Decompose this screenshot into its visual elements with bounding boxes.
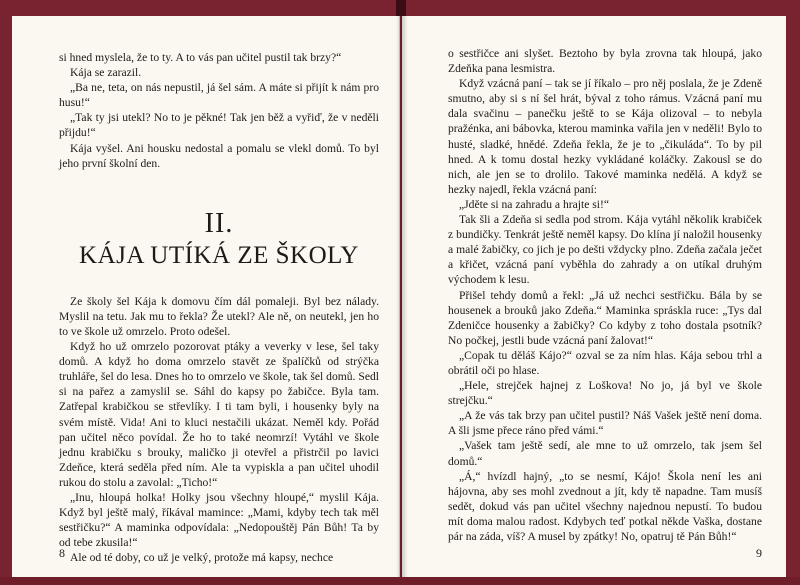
paragraph: Přišel tehdy domů a řekl: „Já už nechci sestřičku. Bála by se housenek a brouků jako Zdeňa.“ Maminka spráskla ruce: „Tys dal Zdeničce housenky a žabičky? Co kdyby z toho dostala psotník? No počkej, jestli bude vzácná paní žalovat!“ [448,288,762,347]
page-number-right: 9 [756,546,762,560]
left-page-intro-text [59,50,379,171]
paragraph: „Ba ne, teta, on nás nepustil, já šel sám. A máte si přijít k nám pro husu!“ [59,81,379,110]
paragraph: Kája se zarazil. [70,66,142,80]
paragraph: „Inu, hloupá holka! Holky jsou všechny hloupé,“ myslil Kája. Když byl ještě malý, říkával mamince: „Mami, kdyby tech tak měl sestřičku?“ A maminka odpovídala: „Nedopouštěj Pán Bůh! Ta by od tebe zkusila!“ [59,490,379,550]
paragraph: Když ho už omrzelo pozorovat ptáky a veverky v lese, šel taky domů. A když ho doma omrzelo stavět ze špalíčků od strýčka truhláře, šel do lesa. Dnes ho to omrzelo ve škole, tak šel domů. Sedl si na pařez a zamyslil se. Sáhl do kapsy po žabičce. Byla tam. Zatřepal krabičkou se střevlíky. I ti tam byli, i housenky byly na svém místě. Vida! Ani to kluci nestačili ukázat. Neměl kdy. Pořád pan učitel něco povídal. Že ho to také neomrzí! Vytáhl ve škole jednu krabičku s brouky, maličko ji otevřel a přistrčil po lavici Zdeňce, která seděla před ním. Ale ta vypiskla a pan učitel uhodil rukou do stolu a zavolal: „Ticho!“ [59,340,379,489]
paragraph: „Jděte si na zahradu a hrajte si!“ [459,197,609,211]
book-gutter-shadow [396,16,408,577]
paragraph: „Vašek tam ještě sedí, ale mne to už omrzelo, tak jsem šel domů.“ [448,439,762,468]
paragraph: Ale od té doby, co už je velký, protože má kapsy, nechce [70,551,334,565]
paragraph: Ze školy šel Kája k domovu čím dál pomaleji. Byl bez nálady. Myslil na tetu. Jak mu to řekla? Že utekl? Ale ně, on neutekl, jen ho to ve škole už omrzelo. Proto odešel. [59,294,379,338]
chapter-title: KÁJA UTÍKÁ ZE ŠKOLY [79,241,359,269]
book-spine [396,0,406,16]
paragraph: Tak šli a Zdeňa si sedla pod strom. Kája vytáhl několik krabiček z bundičky. Tenkrát ještě neměl kapsy. Do klína jí naložil housenky a malé žabičky, co jich je po dešti vždycky plno. Zdeňa začala ječet a křičet, vzácná paní vyběhla do zahrady a on utíkal druhým východem k lesu. [448,213,762,287]
paragraph: „Tak ty jsi utekl? No to je pěkné! Tak jen běž a vyřiď, že v neděli přijdu!“ [59,111,379,140]
left-page [12,16,400,577]
right-page [402,16,786,577]
page-number-left: 8 [59,546,65,560]
paragraph: „Á,“ hvízdl hajný, „to se nesmí, Kájo! Škola není les ani hájovna, aby ses mohl zvednout a jít, kdy tě napadne. Tam musíš sedět, dokud vás pan učitel všechny najednou nepustí. To budou mít doma malou radost. Kdybych teď potkal někde Vaška, dostane pár na záda, víš? A musel by zpátky! No, opatruj tě Pán Bůh!“ [448,469,762,543]
paragraph: Kája vyšel. Ani housku nedostal a pomalu se vlekl domů. To byl jeho první školní den. [59,141,379,170]
book-cover-bottom [0,577,800,585]
paragraph: „Copak tu děláš Kájo?“ ozval se za ním hlas. Kája sebou trhl a obrátil oči po hlase. [448,348,762,377]
chapter-text [59,294,379,566]
chapter-number: II. [204,207,234,239]
paragraph: si hned myslela, že to ty. A to vás pan učitel pustil tak brzy?“ [59,51,342,64]
right-page-text [448,46,762,544]
paragraph: Když vzácná paní – tak se jí říkalo – pro něj poslala, že je Zdeně smutno, aby si s ní šel hrát, býval z toho rámus. Vzácná paní mu dala svačinu – panečku ještě to se Kája olizoval – to nebyla pražénka, ani bábovka, kterou maminka vařila jen v neděli! Bylo to husté, sladké, hnědé. Zdeňa řekla, že je to „čikuláda“. To by pil hned. A k tomu dostal hezky vykládané koláčky. Zakousl se do nich, ale jen se to drolilo. Takové maminka nedělá. A když se hezky najedl, řekla vzácná paní: [448,77,762,196]
paragraph: „Hele, strejček hajnej z Loškova! No jo, já byl ve škole strejčku.“ [448,379,762,408]
paragraph: o sestřičce ani slyšet. Beztoho by byla zrovna tak hloupá, jako Zdeňka pana lesmistra. [448,47,762,76]
paragraph: „A že vás tak brzy pan učitel pustil? Náš Vašek ještě není doma. A šli jsme přece ráno před vámi.“ [448,409,762,438]
